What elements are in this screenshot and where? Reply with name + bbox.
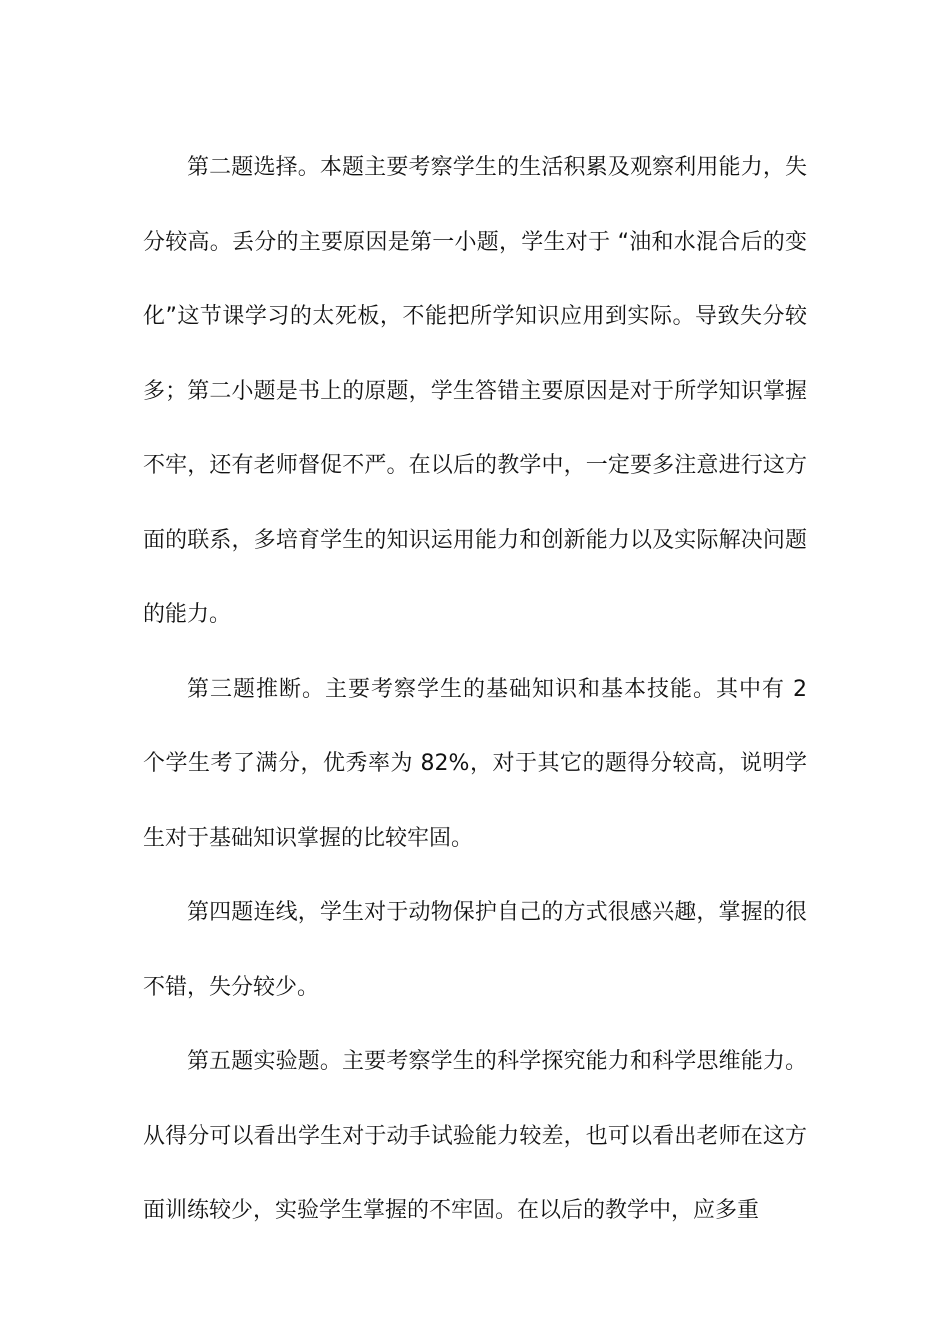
document-body [143, 131, 807, 1249]
paragraph-question-2: 第二题选择。本题主要考察学生的生活积累及观察利用能力，失分较高。丢分的主要原因是第一小题，学生对于 “油和水混合后的变化”这节课学习的太死板，不能把所学知识应用到实际。导致失分较多；第二小题是书上的原题，学生答错主要原因是对于所学知识掌握不牢，还有老师督促不严。在以后的教学中，一定要多注意进行这方面的联系，多培育学生的知识运用能力和创新能力以及实际解决问题的能力。 [143, 155, 807, 627]
paragraph-question-5: 第五题实验题。主要考察学生的科学探究能力和科学思维能力。从得分可以看出学生对于动手试验能力较差，也可以看出老师在这方面训练较少，实验学生掌握的不牢固。在以后的教学中，应多重 [143, 1049, 807, 1223]
paragraph-question-4: 第四题连线，学生对于动物保护自己的方式很感兴趣，掌握的很不错，失分较少。 [143, 900, 807, 1000]
paragraph-question-3: 第三题推断。主要考察学生的基础知识和基本技能。其中有 2 个学生考了满分，优秀率为 82%，对于其它的题得分较高，说明学生对于基础知识掌握的比较牢固。 [143, 676, 807, 851]
